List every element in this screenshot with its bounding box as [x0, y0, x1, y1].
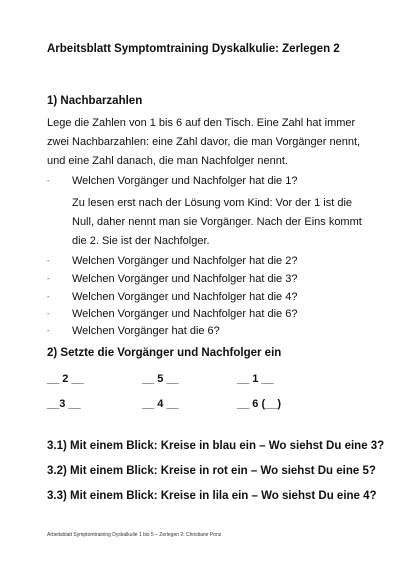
bullet-dash: - [47, 309, 50, 318]
task-3-3: 3.3) Mit einem Blick: Kreise in lila ein – Wo siehst Du eine 4? [47, 490, 377, 502]
page-footer: Arbeitsblatt Symptomtraining Dyskalkulie 1 bis 5 – Zerlegen 2: Christiane Ponz [47, 532, 222, 538]
question-2-text: Welchen Vorgänger und Nachfolger hat die 2? [72, 255, 298, 267]
section1-intro: Lege die Zahlen von 1 bis 6 auf den Tisch. Eine Zahl hat immer zwei Nachbarzahlen: eine Zahl davor, die man Vorgänger nennt, und eine Zahl danach, die man Nachfolger nennt. [47, 117, 361, 167]
question-4-text: Welchen Vorgänger und Nachfolger hat die 4? [72, 291, 298, 303]
task-3-1: 3.1) Mit einem Blick: Kreise in blau ein – Wo siehst Du eine 3? [47, 440, 385, 452]
question-3-text: Welchen Vorgänger und Nachfolger hat die 3? [72, 273, 298, 285]
bullet-dash: - [47, 326, 50, 335]
page-title: Arbeitsblatt Symptomtraining Dyskalkulie: Zerlegen 2 [47, 43, 340, 55]
bullet-dash: - [47, 292, 50, 301]
section1-heading: 1) Nachbarzahlen [47, 95, 143, 107]
bullet-dash: - [47, 274, 50, 283]
fill-in-blank: __ 1 __ [237, 373, 274, 385]
bullet-dash: - [47, 256, 50, 265]
question-5-text: Welchen Vorgänger und Nachfolger hat die 6? [72, 308, 298, 320]
fill-in-blank: __ 4 __ [142, 398, 179, 410]
question-1-text: Welchen Vorgänger und Nachfolger hat die 1? [72, 175, 298, 187]
task-3-2: 3.2) Mit einem Blick: Kreise in rot ein – Wo siehst Du eine 5? [47, 465, 376, 477]
fill-in-blank: __3 __ [47, 398, 81, 410]
section2-heading: 2) Setzte die Vorgänger und Nachfolger ein [47, 347, 282, 359]
fill-in-blank: __ 6 (__) [237, 398, 282, 410]
fill-in-blank: __ 2 __ [47, 373, 84, 385]
question-6-text: Welchen Vorgänger hat die 6? [72, 325, 220, 337]
parent-note: Zu lesen erst nach der Lösung vom Kind: Vor der 1 ist die Null, daher nennt man sie Vorgänger. Nach der Eins kommt die 2. Sie ist der Nachfolger. [72, 197, 362, 247]
bullet-dash: - [47, 176, 50, 185]
fill-in-blank: __ 5 __ [142, 373, 179, 385]
